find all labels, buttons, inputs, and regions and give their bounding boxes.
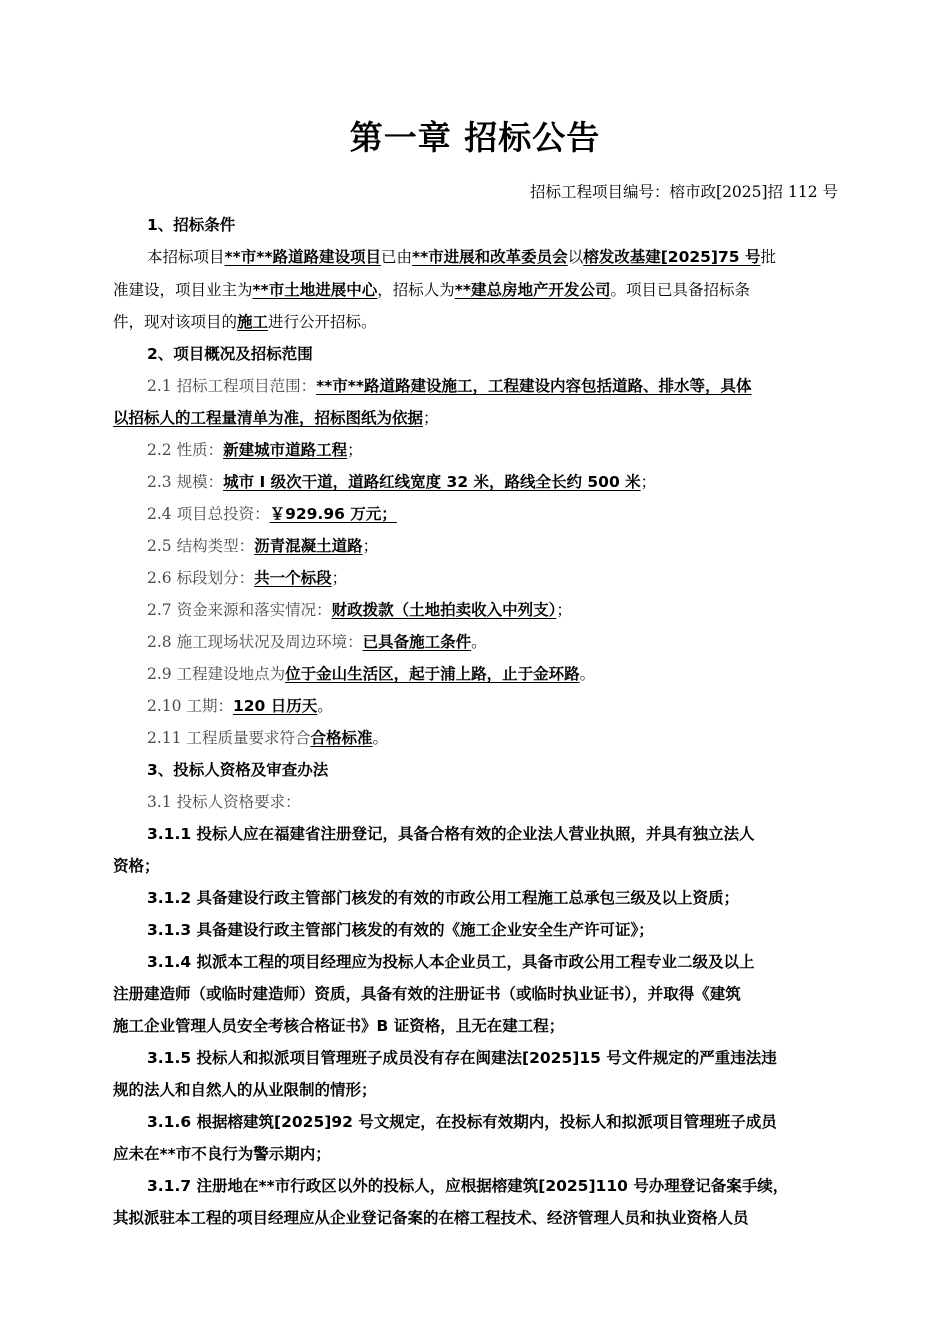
approval-authority: **市进展和改革委员会 bbox=[411, 248, 568, 266]
text: 以 bbox=[567, 248, 584, 266]
req-3-1-6-cont: 应未在**市不良行为警示期内； bbox=[113, 1145, 331, 1163]
label: 2.3 规模： bbox=[147, 473, 224, 491]
s1-line-1 bbox=[113, 247, 872, 267]
item-2-2 bbox=[113, 440, 872, 460]
section-1-heading: 1、招标条件 bbox=[147, 216, 236, 234]
chapter-title: 第一章 招标公告 bbox=[349, 118, 601, 157]
text: 。 bbox=[317, 697, 333, 715]
req-3-1-1-cont: 资格； bbox=[113, 857, 160, 875]
text: 本招标项目 bbox=[147, 248, 225, 266]
label: 2.1 招标工程项目范围： bbox=[147, 377, 317, 395]
item-2-6 bbox=[113, 568, 872, 588]
section-3-heading: 3、投标人资格及审查办法 bbox=[147, 761, 329, 779]
item-2-11 bbox=[113, 728, 872, 748]
value: ￥929.96 万元； bbox=[269, 505, 397, 523]
req-3-1-3: 3.1.3 具备建设行政主管部门核发的有效的《施工企业安全生产许可证》； bbox=[147, 921, 654, 939]
project-number: 招标工程项目编号：榕市政[2025]招 112 号 bbox=[530, 183, 838, 201]
item-2-1 bbox=[113, 376, 872, 396]
value: 以招标人的工程量清单为准，招标图纸为依据 bbox=[113, 409, 424, 427]
text: 批 bbox=[760, 248, 776, 266]
req-3-1-4: 3.1.4 拟派本工程的项目经理应为投标人本企业员工，具备市政公用工程专业二级及以上 bbox=[147, 953, 755, 971]
item-2-3 bbox=[113, 472, 872, 492]
value: 沥青混凝土道路 bbox=[254, 537, 363, 555]
req-3-1-4-cont2: 施工企业管理人员安全考核合格证书》B 证资格，且无在建工程； bbox=[113, 1017, 565, 1035]
text: 已由 bbox=[380, 248, 412, 266]
tender-scope: 施工 bbox=[237, 313, 269, 331]
value: 合格标准 bbox=[310, 729, 373, 747]
req-3-1-7-cont: 其拟派驻本工程的项目经理应从企业登记备案的在榕工程技术、经济管理人员和执业资格人员 bbox=[113, 1209, 749, 1227]
label: 2.5 结构类型： bbox=[147, 537, 255, 555]
text: ； bbox=[331, 569, 348, 587]
value: 共一个标段 bbox=[254, 569, 332, 587]
item-2-4 bbox=[113, 504, 872, 524]
s1-line-3 bbox=[113, 312, 838, 332]
req-3-1-7: 3.1.7 注册地在**市行政区以外的投标人，应根据榕建筑[2025]110 号办理登记备案手续， bbox=[147, 1177, 789, 1195]
project-name: **市**路道路建设项目 bbox=[224, 248, 381, 266]
value: 已具备施工条件 bbox=[362, 633, 472, 651]
value: 120 日历天 bbox=[232, 697, 318, 715]
text: ； bbox=[423, 409, 439, 427]
label: 2.10 工期： bbox=[147, 697, 233, 715]
label: 2.7 资金来源和落实情况： bbox=[147, 601, 332, 619]
label: 2.2 性质： bbox=[147, 441, 224, 459]
value: 城市 I 级次干道，道路红线宽度 32 米，路线全长约 500 米 bbox=[223, 473, 641, 491]
item-2-9 bbox=[113, 664, 872, 684]
label: 2.11 工程质量要求符合 bbox=[147, 729, 311, 747]
label: 2.8 施工现场状况及周边环境： bbox=[147, 633, 363, 651]
item-2-5 bbox=[113, 536, 872, 556]
value: **市**路道路建设施工，工程建设内容包括道路、排水等，具体 bbox=[316, 377, 752, 395]
item-2-7 bbox=[113, 600, 872, 620]
project-owner: **市土地进展中心 bbox=[252, 281, 378, 299]
text: 准建设，项目业主为 bbox=[113, 281, 253, 299]
text: ，招标人为 bbox=[377, 281, 455, 299]
text: 。 bbox=[471, 633, 487, 651]
req-3-1-1: 3.1.1 投标人应在福建省注册登记，具备合格有效的企业法人营业执照，并具有独立法人 bbox=[147, 825, 755, 843]
label: 2.9 工程建设地点为 bbox=[147, 665, 286, 683]
text: ； bbox=[556, 601, 572, 619]
label: 2.6 标段划分： bbox=[147, 569, 255, 587]
subsection-3-1: 3.1 投标人资格要求： bbox=[147, 793, 301, 811]
text: ； bbox=[640, 473, 657, 491]
section-2-heading: 2、项目概况及招标范围 bbox=[147, 345, 313, 363]
s1-line-2 bbox=[113, 280, 838, 300]
item-2-8 bbox=[113, 632, 872, 652]
text: ； bbox=[347, 441, 363, 459]
req-3-1-2: 3.1.2 具备建设行政主管部门核发的有效的市政公用工程施工总承包三级及以上资质； bbox=[147, 889, 740, 907]
req-3-1-6: 3.1.6 根据榕建筑[2025]92 号文规定，在投标有效期内，投标人和拟派项目管理班子成员 bbox=[147, 1113, 777, 1131]
item-2-1-cont bbox=[113, 408, 838, 428]
value: 财政拨款（土地拍卖收入中列支） bbox=[331, 601, 557, 619]
req-3-1-5: 3.1.5 投标人和拟派项目管理班子成员没有存在闽建法[2025]15 号文件规定的严重违法违 bbox=[147, 1049, 777, 1067]
value: 新建城市道路工程 bbox=[223, 441, 348, 459]
value: 位于金山生活区，起于浦上路，止于金环路 bbox=[285, 665, 580, 683]
label: 2.4 项目总投资： bbox=[147, 505, 270, 523]
approval-document: 榕发改基建[2025]75 号 bbox=[583, 248, 761, 266]
tenderer: **建总房地产开发公司 bbox=[454, 281, 611, 299]
text: 件，现对该项目的 bbox=[113, 313, 238, 331]
text: ； bbox=[362, 537, 379, 555]
text: 进行公开招标。 bbox=[268, 313, 377, 331]
text: 。 bbox=[579, 665, 596, 683]
text: 。 bbox=[372, 729, 388, 747]
item-2-10 bbox=[113, 696, 872, 716]
text: 。项目已具备招标条 bbox=[610, 281, 750, 299]
req-3-1-4-cont1: 注册建造师（或临时建造师）资质，具备有效的注册证书（或临时执业证书），并取得《建筑 bbox=[113, 985, 741, 1003]
req-3-1-5-cont: 规的法人和自然人的从业限制的情形； bbox=[113, 1081, 377, 1099]
